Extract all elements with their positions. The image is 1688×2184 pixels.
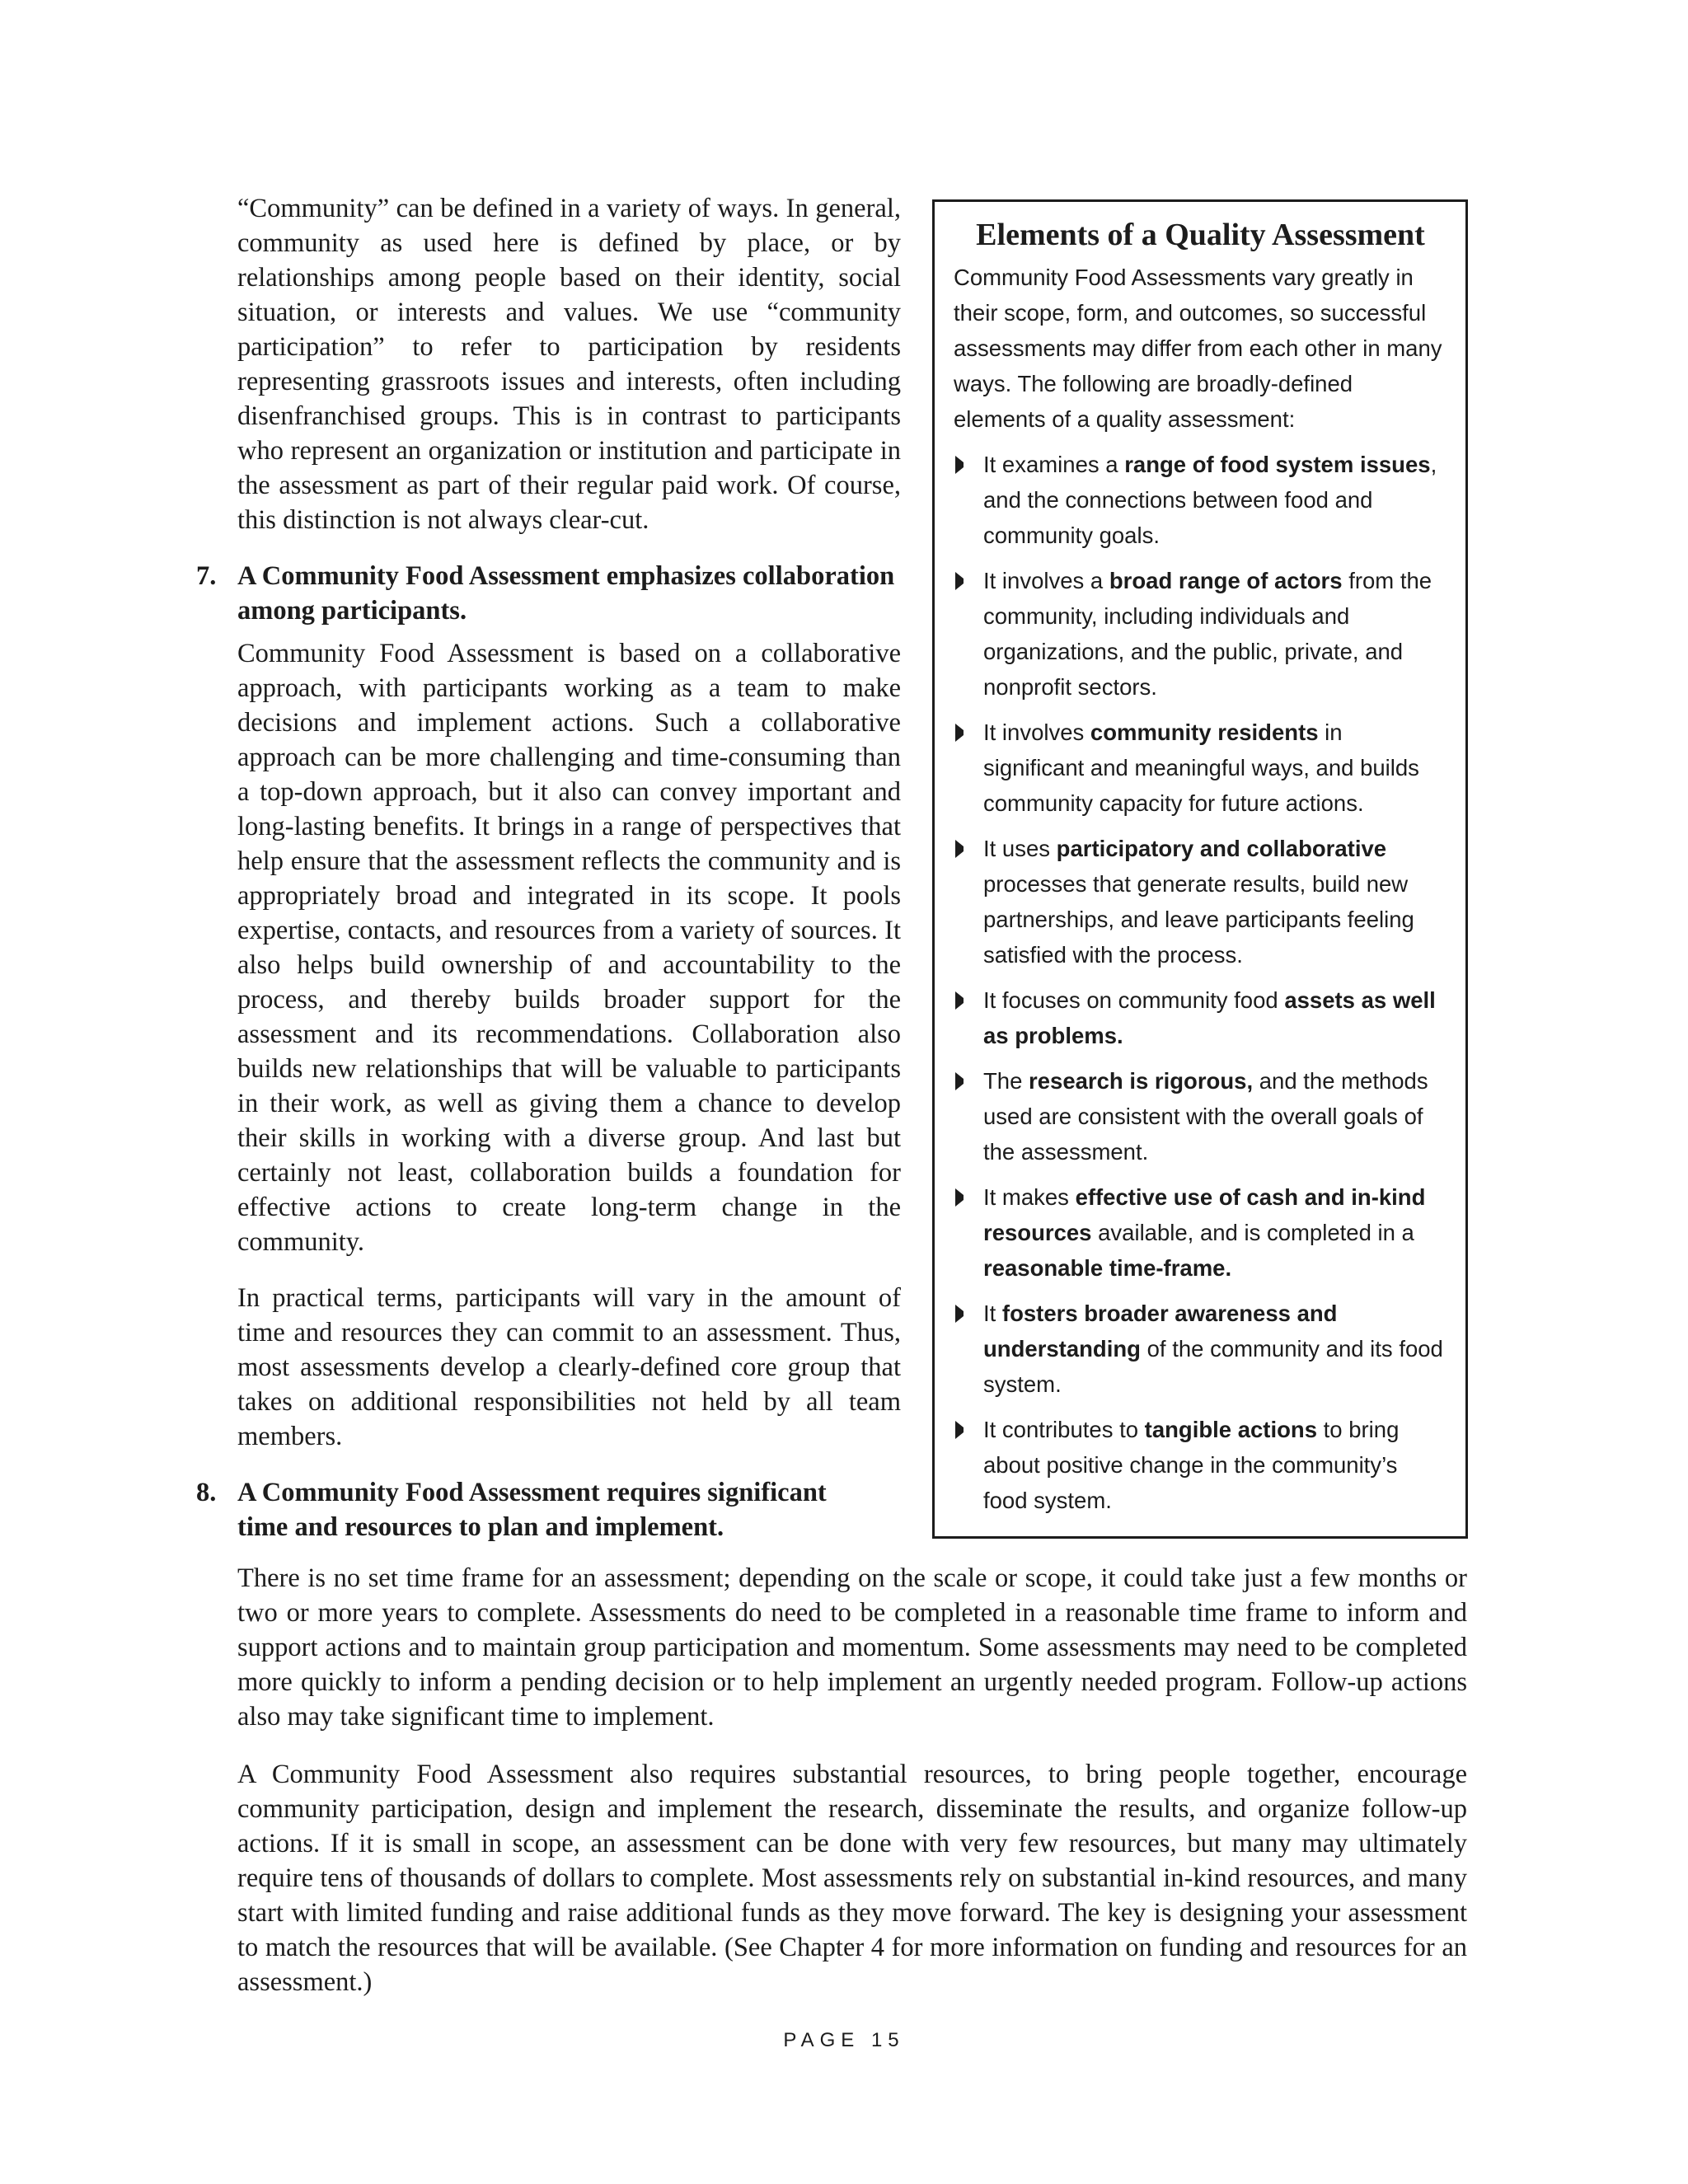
item-7-heading: A Community Food Assessment emphasizes collaboration among participants. — [237, 561, 895, 626]
sidebar-title: Elements of a Quality Assessment — [976, 218, 1425, 252]
triangle-bullet-icon — [955, 1421, 964, 1439]
item-8-number: 8. — [196, 1478, 217, 1507]
triangle-bullet-icon — [955, 572, 964, 590]
sidebar-bullet: It makes effective use of cash and in-kind resources available, and is completed in a reasonable time-frame. — [954, 1179, 1447, 1286]
triangle-bullet-icon — [955, 1188, 964, 1207]
sidebar-intro: Community Food Assessments vary greatly in their scope, form, and outcomes, so successful assessments may differ from each other in many ways. The following are broadly-defined elements of a quality assessment: — [954, 265, 1442, 432]
quality-assessment-sidebar — [932, 199, 1468, 1539]
time-frame-paragraph: There is no set time frame for an assessment; depending on the scale or scope, it could take just a few months or two or more years to complete. Assessments do need to be completed in a reasonable time frame to inform and support actions and to maintain group participation and momentum. Some assessments may need to be completed more quickly to inform a pending decision or to help implement an urgently needed program. Follow-up actions also may take significant time to implement. — [237, 1563, 1467, 1732]
sidebar-bullet: The research is rigorous, and the methods used are consistent with the overall goals of the assessment. — [954, 1063, 1447, 1169]
item-8-heading: A Community Food Assessment requires significant time and resources to plan and implement. — [237, 1478, 827, 1542]
left-column — [196, 191, 901, 1544]
resources-paragraph: A Community Food Assessment also requires substantial resources, to bring people together, encourage community participation, design and implement the research, disseminate the results, and organize follow-up actions. If it is small in scope, an assessment can be done with very few resources, but many may ultimately require tens of thousands of dollars to complete. Most assessments rely on substantial in-kind resources, and many start with limited funding and raise additional funds as they move forward. The key is designing your assessment to match the resources that will be available. (See Chapter 4 for more information on funding and resources for an assessment.) — [237, 1760, 1467, 1997]
sidebar-bullet: It fosters broader awareness and understanding of the community and its food system. — [954, 1296, 1447, 1402]
item-7-paragraph-1: Community Food Assessment is based on a collaborative approach, with participants working as a team to make decisions and implement actions. Such a collaborative approach can be more challenging and time-consuming than a top-down approach, but it also can convey important and long-lasting benefits. It brings in a range of perspectives that help ensure that the assessment reflects the community and is appropriately broad and integrated in its scope. It pools expertise, contacts, and resources from a variety of sources. It also helps build ownership of and accountability to the process, and thereby builds broader support for the assessment and its recommendations. Collaboration also builds new relationships that will be valuable to participants in their work, as well as giving them a chance to develop their skills in working with a diverse group. And last but certainly not least, collaboration builds a foundation for effective actions to create long-term change in the community. — [237, 639, 901, 1257]
triangle-bullet-icon — [955, 991, 964, 1010]
sidebar-bullet: It involves community residents in significant and meaningful ways, and builds community capacity for future actions. — [954, 715, 1447, 821]
sidebar-bullet: It uses participatory and collaborative processes that generate results, build new partnerships, and leave participants feeling satisfied with the process. — [954, 831, 1447, 972]
item-7 — [196, 559, 901, 1454]
item-7-paragraph-2: In practical terms, participants will vary in the amount of time and resources they can commit to an assessment. Thus, most assessments develop a clearly-defined core group that takes on additional responsibilities not held by all team members. — [237, 1283, 901, 1451]
sidebar-bullet: It focuses on community food assets as well as problems. — [954, 982, 1447, 1053]
item-7-number: 7. — [196, 561, 217, 591]
page-number: PAGE 15 — [783, 2029, 905, 2051]
triangle-bullet-icon — [955, 456, 964, 474]
triangle-bullet-icon — [955, 1072, 964, 1090]
triangle-bullet-icon — [955, 840, 964, 858]
community-definition-paragraph: “Community” can be defined in a variety of ways. In general, community as used here is defined by place, or by relationships among people based on their identity, social situation, or interests and values. We use “community participation” to refer to participation by residents representing grassroots issues and interests, often including disenfranchised groups. This is in contrast to participants who represent an organization or institution and participate in the assessment as part of their regular paid work. Of course, this distinction is not always clear-cut. — [237, 194, 901, 535]
triangle-bullet-icon — [955, 724, 964, 742]
sidebar-bullet: It examines a range of food system issues, and the connections between food and community goals. — [954, 447, 1447, 553]
item-8 — [196, 1475, 901, 1544]
full-width-section — [237, 1561, 1467, 1999]
sidebar-bullet: It involves a broad range of actors from the community, including individuals and organizations, and the public, private, and nonprofit sectors. — [954, 563, 1447, 705]
sidebar-bullet: It contributes to tangible actions to bring about positive change in the community’s food system. — [954, 1412, 1447, 1518]
triangle-bullet-icon — [955, 1305, 964, 1323]
